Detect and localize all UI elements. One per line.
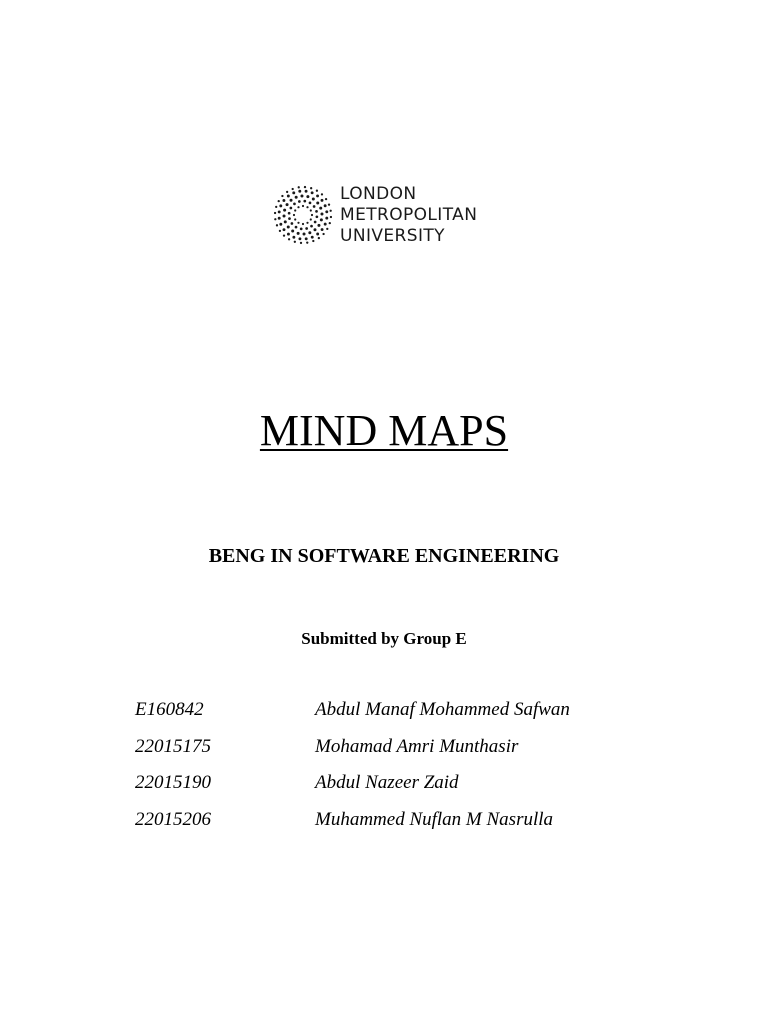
- document-title: MIND MAPS: [259, 406, 509, 455]
- degree-heading: BENG IN SOFTWARE ENGINEERING: [208, 545, 560, 567]
- member-id: E160842: [135, 699, 204, 720]
- logo-line-3: UNIVERSITY: [340, 225, 445, 246]
- member-row: [135, 770, 695, 807]
- submitted-by-line: Submitted by Group E: [301, 629, 467, 648]
- member-row: [135, 697, 695, 734]
- logo-line-1: LONDON: [340, 183, 417, 204]
- university-logo: [274, 180, 494, 250]
- member-name: Muhammed Nuflan M Nasrulla: [315, 808, 554, 830]
- member-row: [135, 807, 695, 844]
- logo-wordmark: [340, 184, 477, 247]
- member-row: [135, 734, 695, 771]
- member-name: Abdul Manaf Mohammed Safwan: [315, 699, 570, 720]
- member-name: Abdul Nazeer Zaid: [315, 772, 459, 793]
- member-id: 22015175: [135, 735, 211, 757]
- logo-line-2: METROPOLITAN: [340, 204, 478, 225]
- sunburst-dots-icon: [274, 183, 332, 247]
- member-name: Mohamad Amri Munthasir: [315, 735, 519, 757]
- member-id: 22015206: [135, 808, 211, 830]
- member-id: 22015190: [135, 772, 211, 793]
- member-list: [135, 697, 695, 843]
